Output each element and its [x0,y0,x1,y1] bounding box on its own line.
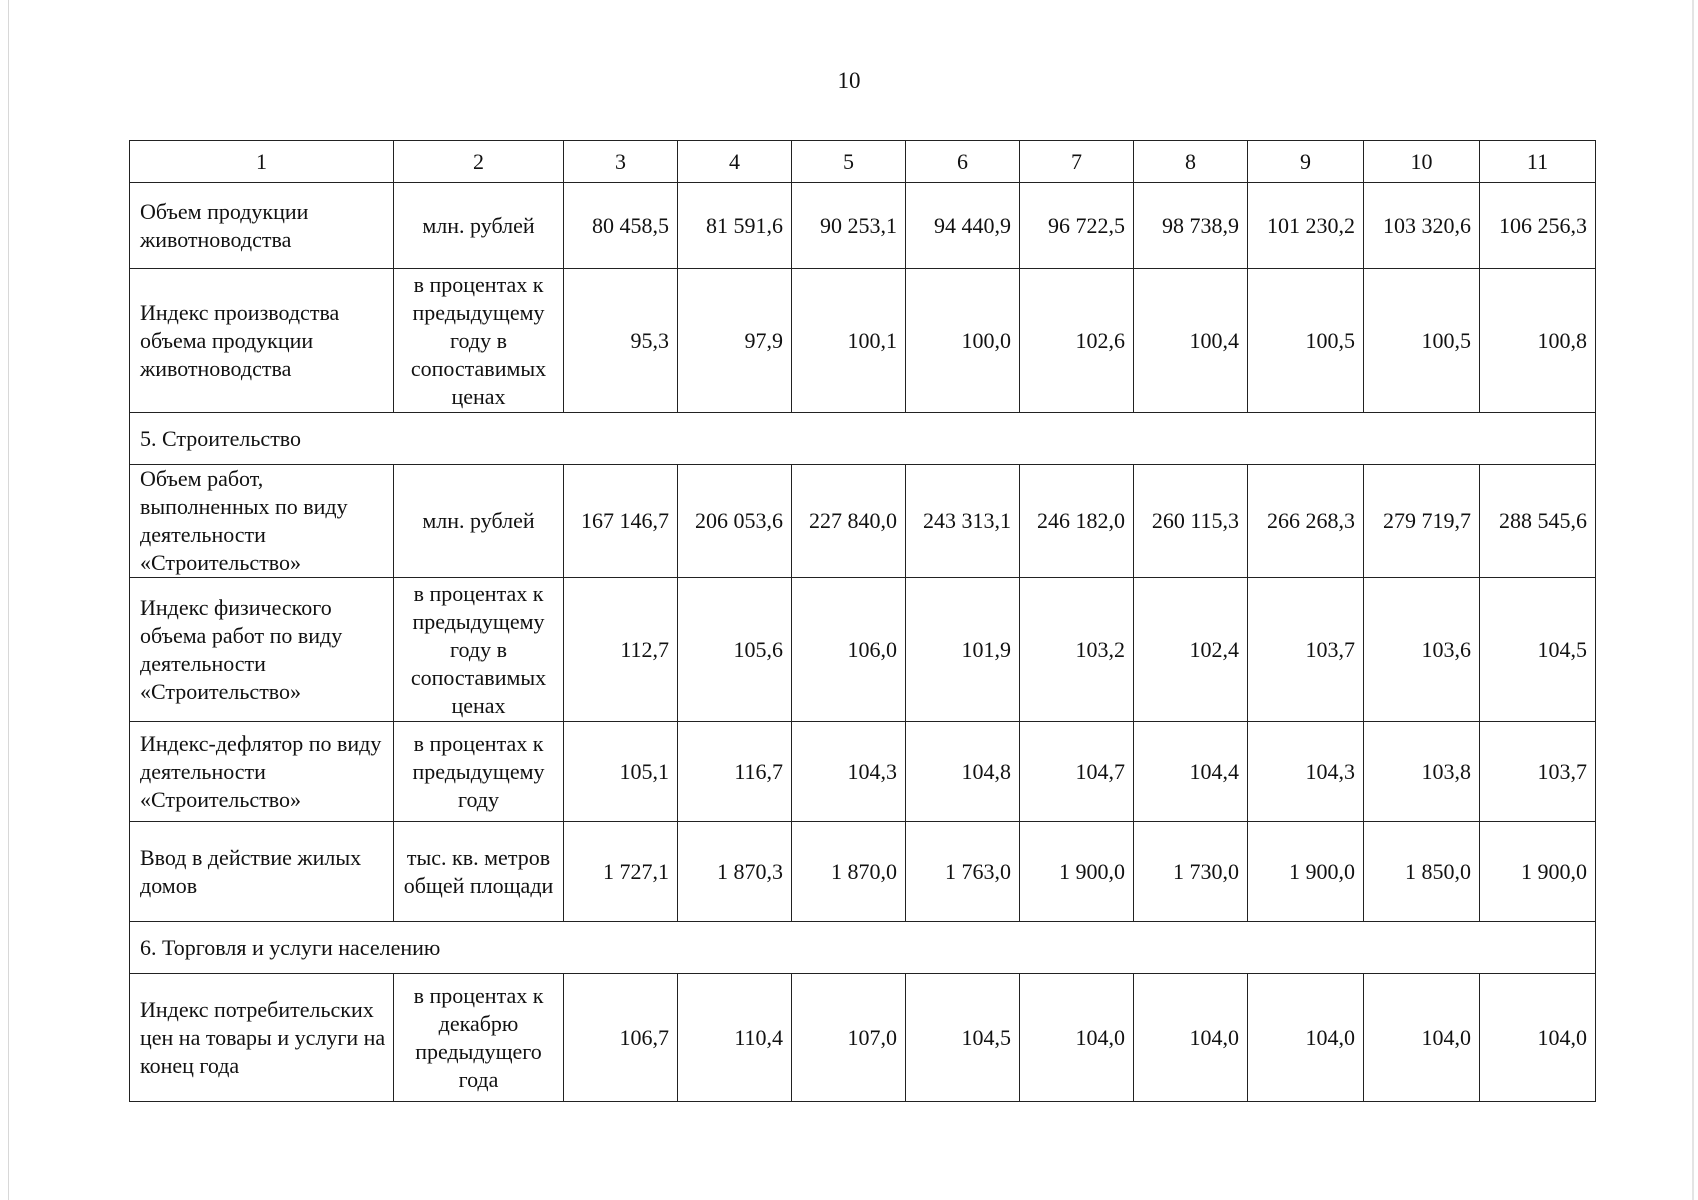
column-header: 1 [130,141,394,183]
value-cell: 104,3 [792,722,906,822]
value-cell: 104,0 [1364,974,1480,1102]
indicator-unit: в процентах к предыдущему году в сопоставимых ценах [394,269,564,413]
value-cell: 1 763,0 [906,822,1020,922]
value-cell: 100,1 [792,269,906,413]
indicator-unit: млн. рублей [394,465,564,578]
value-cell: 112,7 [564,578,678,722]
value-cell: 100,8 [1480,269,1596,413]
value-cell: 104,0 [1020,974,1134,1102]
value-cell: 104,8 [906,722,1020,822]
value-cell: 1 727,1 [564,822,678,922]
table-row [130,722,1596,822]
value-cell: 1 900,0 [1480,822,1596,922]
value-cell: 98 738,9 [1134,183,1248,269]
indicator-unit: в процентах к декабрю предыдущего года [394,974,564,1102]
section-title: 6. Торговля и услуги населению [130,922,1596,974]
page-number: 10 [837,68,861,93]
table-row [130,269,1596,413]
value-cell: 80 458,5 [564,183,678,269]
value-cell: 103,6 [1364,578,1480,722]
indicators-table [129,140,1596,1102]
value-cell: 103,8 [1364,722,1480,822]
table-row [130,974,1596,1102]
indicator-name: Ввод в действие жилых домов [130,822,394,922]
indicator-unit: тыс. кв. метров общей площади [394,822,564,922]
column-header: 2 [394,141,564,183]
value-cell: 107,0 [792,974,906,1102]
value-cell: 100,5 [1364,269,1480,413]
value-cell: 102,6 [1020,269,1134,413]
column-header: 5 [792,141,906,183]
table-row [130,578,1596,722]
value-cell: 266 268,3 [1248,465,1364,578]
value-cell: 102,4 [1134,578,1248,722]
value-cell: 103 320,6 [1364,183,1480,269]
value-cell: 103,2 [1020,578,1134,722]
value-cell: 246 182,0 [1020,465,1134,578]
indicator-name: Индекс производства объема продукции животноводства [130,269,394,413]
value-cell: 95,3 [564,269,678,413]
value-cell: 100,4 [1134,269,1248,413]
value-cell: 104,5 [906,974,1020,1102]
value-cell: 104,0 [1480,974,1596,1102]
value-cell: 96 722,5 [1020,183,1134,269]
table-body [130,141,1596,1102]
value-cell: 1 900,0 [1248,822,1364,922]
value-cell: 100,5 [1248,269,1364,413]
value-cell: 279 719,7 [1364,465,1480,578]
value-cell: 104,4 [1134,722,1248,822]
value-cell: 97,9 [678,269,792,413]
value-cell: 1 900,0 [1020,822,1134,922]
value-cell: 106,0 [792,578,906,722]
value-cell: 110,4 [678,974,792,1102]
column-header: 9 [1248,141,1364,183]
column-header: 8 [1134,141,1248,183]
value-cell: 206 053,6 [678,465,792,578]
column-header: 3 [564,141,678,183]
value-cell: 94 440,9 [906,183,1020,269]
column-header: 6 [906,141,1020,183]
indicator-name: Объем работ, выполненных по виду деятельности «Строительство» [130,465,394,578]
value-cell: 81 591,6 [678,183,792,269]
value-cell: 105,6 [678,578,792,722]
column-header: 10 [1364,141,1480,183]
indicator-name: Объем продукции животноводства [130,183,394,269]
column-header: 7 [1020,141,1134,183]
value-cell: 260 115,3 [1134,465,1248,578]
column-header: 11 [1480,141,1596,183]
indicator-unit: в процентах к предыдущему году [394,722,564,822]
value-cell: 106 256,3 [1480,183,1596,269]
indicator-name: Индекс физического объема работ по виду деятельности «Строительство» [130,578,394,722]
value-cell: 103,7 [1248,578,1364,722]
value-cell: 227 840,0 [792,465,906,578]
value-cell: 103,7 [1480,722,1596,822]
scan-right-edge [1692,0,1694,1200]
value-cell: 104,7 [1020,722,1134,822]
table-row [130,183,1596,269]
section-row [130,413,1596,465]
value-cell: 1 870,3 [678,822,792,922]
indicator-name: Индекс-дефлятор по виду деятельности «Строительство» [130,722,394,822]
section-row [130,922,1596,974]
value-cell: 100,0 [906,269,1020,413]
column-header: 4 [678,141,792,183]
value-cell: 167 146,7 [564,465,678,578]
scan-left-edge [8,0,9,1200]
value-cell: 1 850,0 [1364,822,1480,922]
value-cell: 288 545,6 [1480,465,1596,578]
value-cell: 105,1 [564,722,678,822]
value-cell: 101 230,2 [1248,183,1364,269]
value-cell: 106,7 [564,974,678,1102]
section-title: 5. Строительство [130,413,1596,465]
value-cell: 116,7 [678,722,792,822]
value-cell: 243 313,1 [906,465,1020,578]
table-row [130,465,1596,578]
value-cell: 104,0 [1134,974,1248,1102]
table-row [130,822,1596,922]
indicator-name: Индекс потребительских цен на товары и услуги на конец года [130,974,394,1102]
indicator-unit: в процентах к предыдущему году в сопоставимых ценах [394,578,564,722]
value-cell: 101,9 [906,578,1020,722]
value-cell: 90 253,1 [792,183,906,269]
value-cell: 1 730,0 [1134,822,1248,922]
indicator-unit: млн. рублей [394,183,564,269]
value-cell: 1 870,0 [792,822,906,922]
value-cell: 104,3 [1248,722,1364,822]
value-cell: 104,5 [1480,578,1596,722]
value-cell: 104,0 [1248,974,1364,1102]
column-number-row [130,141,1596,183]
